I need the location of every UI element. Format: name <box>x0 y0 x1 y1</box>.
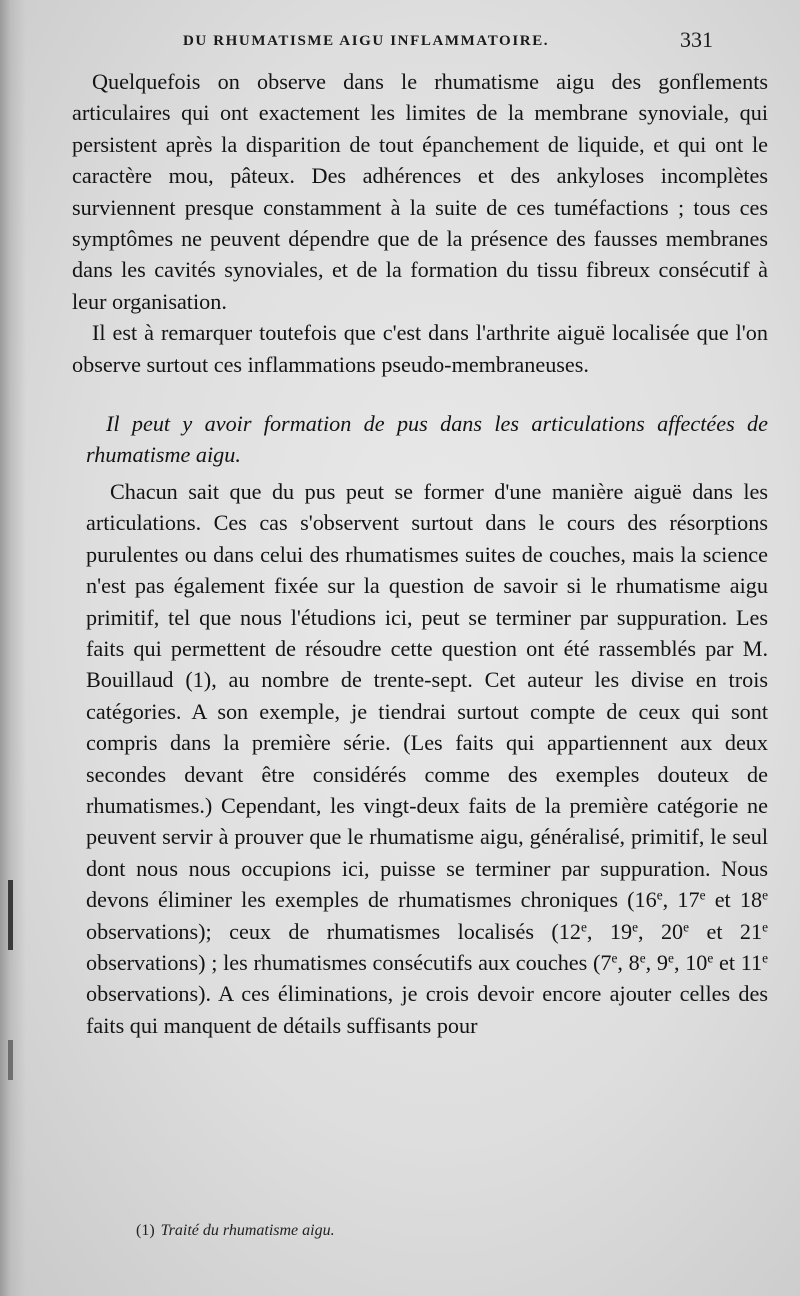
footnote-text: Traité du rhumatisme aigu. <box>160 1222 335 1239</box>
section-heading: Il peut y avoir formation de pus dans les articulations affectées de rhumatisme aigu. <box>86 411 768 468</box>
text-run: , 9 <box>645 949 669 975</box>
text-run: observations). A ces éliminations, je crois devoir encore ajouter celles des faits qui manquent de détails suffisants pour <box>86 981 768 1038</box>
superscript: e <box>580 919 587 935</box>
text-run: et 11 <box>713 949 763 975</box>
text-run: observations) ; les rhumatismes consécutifs aux couches (7 <box>86 949 612 975</box>
superscript: e <box>639 950 646 966</box>
edge-mark <box>8 1040 13 1080</box>
superscript: e <box>762 950 769 966</box>
edge-mark <box>8 880 13 950</box>
text-run: et 21 <box>689 918 763 944</box>
footnote-marker: (1) <box>136 1222 155 1239</box>
superscript: e <box>683 919 690 935</box>
page-number: 331 <box>680 27 713 52</box>
superscript: e <box>668 950 674 966</box>
superscript: e <box>632 919 638 935</box>
text-run: et 18 <box>705 887 763 913</box>
text-run: , 10 <box>673 949 708 975</box>
text-run: , 20 <box>637 918 684 944</box>
running-head: DU RHUMATISME AIGU INFLAMMATOIRE. <box>183 33 550 49</box>
superscript: e <box>656 887 663 903</box>
paragraph <box>72 476 768 1041</box>
paragraph: Il est à remarquer toutefois que c'est dans l'arthrite aiguë localisée que l'on observe surtout ces inflammations pseudo-membraneuses. <box>72 320 768 377</box>
superscript: e <box>611 950 618 966</box>
superscript: e <box>707 950 714 966</box>
text-run: , 8 <box>617 949 640 975</box>
text-run: Chacun sait que du pus peut se former d'une manière aiguë dans les articulations. Ces cas s'observent surtout dans le cours des résorptions purulentes ou dans celui des rhumatismes suites de couches, mais la science n'est pas également fixée sur la question de savoir si le rhumatisme aigu primitif, tel que nous l'étudions ici, peut se terminer par suppuration. Les faits qui permettent de résoudre cette question ont été rassemblés par M. Bouillaud (1), au nombre de trente-sept. Cet auteur les divise en trois catégories. A son exemple, je tiendrai surtout compte de ceux qui sont compris dans la première série. (Les faits qui appartiennent aux deux secondes devant être considérés comme des exemples douteux de rhumatismes.) Cependant, les vingt-deux faits de la première catégorie ne peuvent servir à prouver que le rhumatisme aigu, généralisé, primitif, le seul dont nous nous occupions ici, puisse se terminer par suppuration. Nous devons éliminer les exemples de rhumatismes chroniques (16 <box>86 478 768 913</box>
text-run: , 19 <box>586 918 633 944</box>
text-run: observations); ceux de rhumatismes localisés (12 <box>86 918 581 944</box>
main-text <box>72 66 768 1041</box>
text-run: , 17 <box>662 887 700 913</box>
superscript: e <box>762 919 769 935</box>
paragraph: Quelquefois on observe dans le rhumatisme aigu des gonflements articulaires qui ont exactement les limites de la membrane synoviale, qui persistent après la disparition de tout épanchement de liquide, et qui ont le caractère mou, pâteux. Des adhérences et des ankyloses incomplètes surviennent presque constamment à la suite de ces tuméfactions ; tous ces symptômes ne peuvent dépendre que de la présence des fausses membranes dans les cavités synoviales, et de la formation du tissu fibreux consécutif à leur organisation. <box>72 69 768 314</box>
footnote <box>136 1222 335 1240</box>
page-gutter-shadow <box>0 0 26 1296</box>
superscript: e <box>699 887 706 903</box>
superscript: e <box>762 887 768 903</box>
